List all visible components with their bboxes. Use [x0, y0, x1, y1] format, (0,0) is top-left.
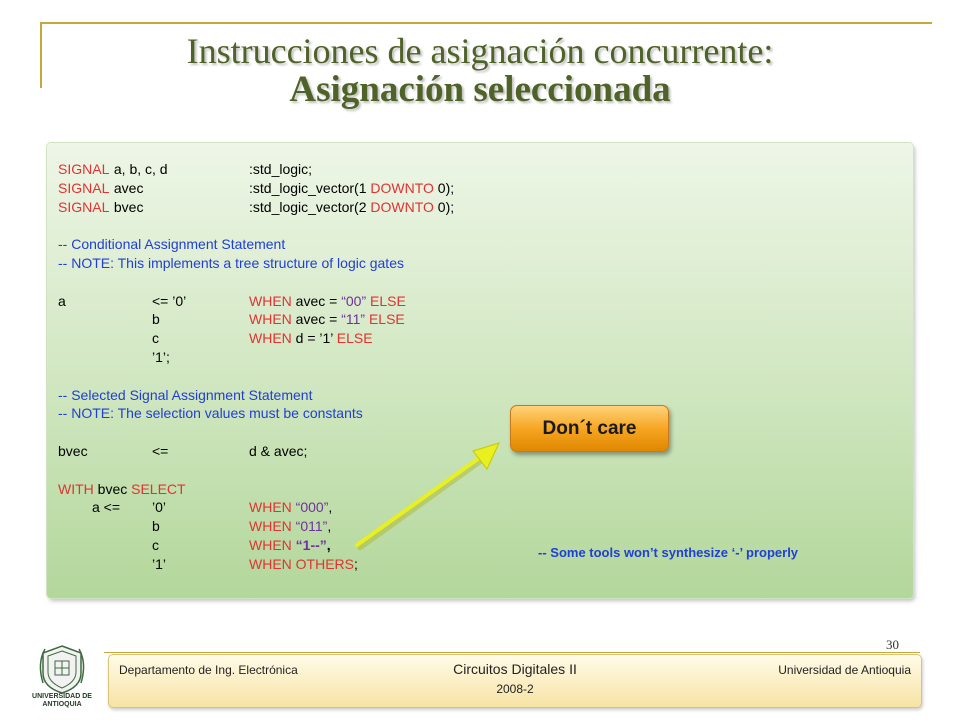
code-text: ,: [326, 536, 331, 553]
code-text: ’1’;: [152, 348, 170, 365]
code-text: <= ’0’: [152, 292, 187, 309]
code-text: b: [152, 311, 160, 328]
footer-department: Departamento de Ing. Electrónica: [119, 663, 298, 677]
code-text: d = ’1’: [291, 330, 333, 347]
code-text: avec =: [291, 311, 342, 328]
footer-university: Universidad de Antioquia: [778, 663, 911, 677]
literal: “11”: [341, 311, 366, 328]
title-line-1: Instrucciones de asignación concurrente:: [186, 31, 774, 71]
keyword: ELSE: [366, 292, 406, 309]
title-line-2: Asignación seleccionada: [289, 69, 671, 110]
code-comment: -- NOTE: The selection values must be constants: [58, 405, 363, 422]
code-text: :std_logic;: [249, 161, 313, 177]
code-text: avec =: [291, 292, 342, 309]
literal: “00”: [341, 292, 367, 309]
keyword: WHEN: [249, 292, 292, 309]
keyword: WHEN: [249, 330, 292, 347]
code-text: avec: [110, 179, 144, 196]
code-text: c: [152, 536, 159, 553]
code-text: b: [152, 518, 160, 535]
keyword: WHEN: [249, 499, 292, 516]
keyword: WHEN OTHERS: [249, 555, 354, 572]
logo-text: UNIVERSIDAD DE ANTIOQUIA: [32, 693, 92, 708]
code-text: 0);: [433, 198, 455, 215]
literal: “1--”: [291, 536, 327, 553]
code-comment: -- Conditional Assignment Statement: [58, 236, 286, 253]
keyword: ELSE: [365, 311, 405, 328]
code-text: 0);: [433, 179, 455, 196]
code-text: ;: [354, 555, 358, 572]
page-number: 30: [886, 637, 899, 652]
keyword: SIGNAL: [58, 179, 110, 196]
footer-course: Circuitos Digitales II: [453, 661, 577, 677]
dont-care-button[interactable]: Don´t care: [510, 405, 669, 452]
code-text: d & avec;: [249, 442, 308, 459]
keyword: SELECT: [131, 480, 186, 497]
code-comment: -- Selected Signal Assignment Statement: [58, 386, 313, 403]
literal: “000”: [291, 499, 329, 516]
footer-bar: [108, 654, 922, 708]
code-text: ,: [327, 518, 332, 535]
code-text: bvec: [58, 442, 88, 459]
code-text: <=: [152, 442, 169, 459]
code-text: :std_logic_vector(2: [249, 198, 371, 215]
code-text: :std_logic_vector(1: [249, 179, 371, 196]
keyword: DOWNTO: [370, 179, 434, 196]
code-text: c: [152, 330, 159, 347]
footer-divider: [104, 652, 920, 653]
keyword: WITH: [58, 480, 94, 497]
code-text: ’1’: [152, 555, 167, 572]
code-text: a: [58, 292, 66, 309]
synthesis-note: -- Some tools won’t synthesize ‘-’ properly: [538, 545, 799, 560]
code-text: ,: [328, 499, 333, 516]
keyword: WHEN: [249, 536, 292, 553]
literal: “011”: [291, 518, 328, 535]
code-text: a <=: [92, 499, 121, 516]
code-text: bvec: [93, 480, 132, 497]
code-text: a, b, c, d: [110, 161, 168, 177]
keyword: WHEN: [249, 311, 292, 328]
keyword: DOWNTO: [370, 198, 434, 215]
code-comment: -- NOTE: This implements a tree structure of logic gates: [58, 254, 404, 271]
code-text: bvec: [110, 198, 144, 215]
keyword: ELSE: [332, 330, 373, 347]
code-text: ’0’: [152, 499, 167, 516]
footer-semester: 2008-2: [496, 682, 534, 696]
keyword: SIGNAL: [58, 161, 110, 177]
keyword: SIGNAL: [58, 198, 110, 215]
keyword: WHEN: [249, 518, 292, 535]
